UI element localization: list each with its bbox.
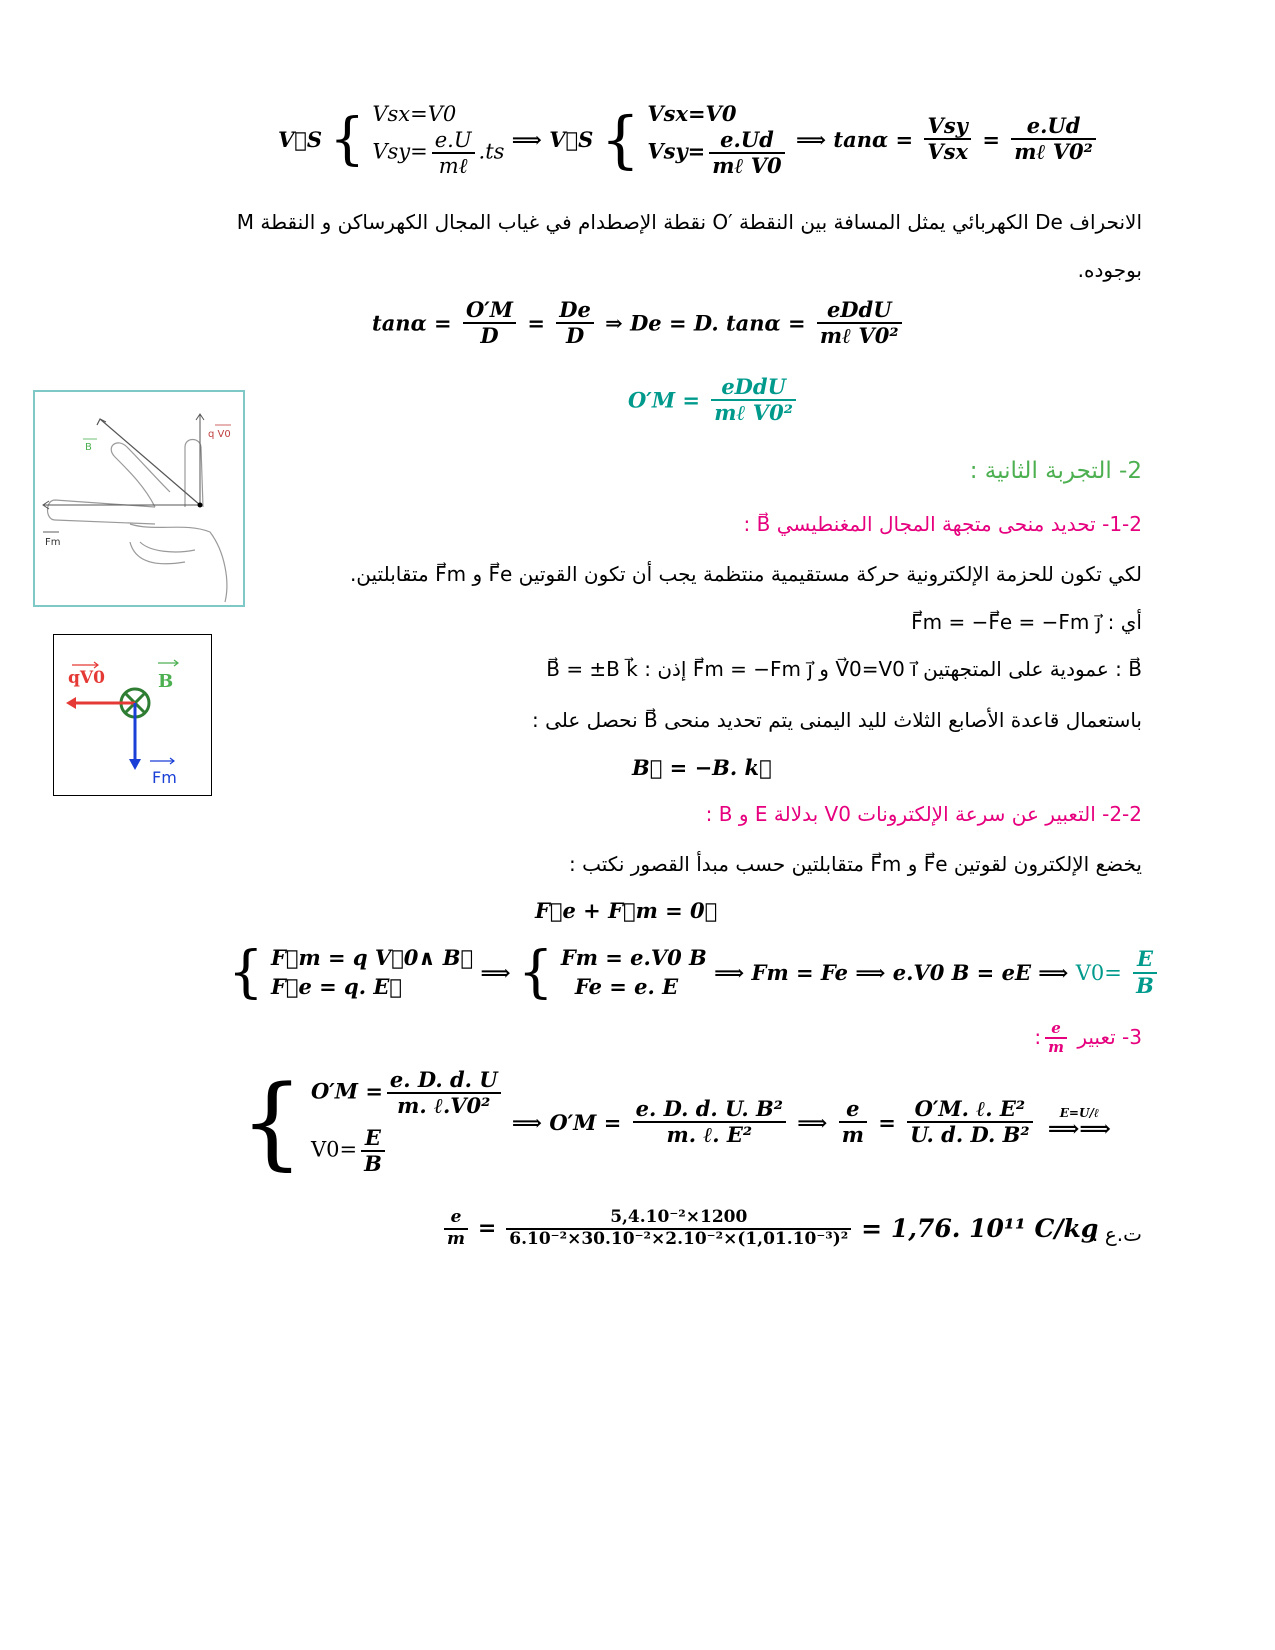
hand-drawing: [35, 392, 243, 605]
vsx-line-2: Vsx=V0: [647, 101, 737, 126]
paragraph-deviation-line2: بوجوده.: [1077, 258, 1142, 282]
vs-label: V⃗S: [278, 126, 323, 152]
vsx-den: Vsx: [927, 139, 969, 165]
tan-lhs: tanα =: [833, 126, 914, 152]
sys1a: F⃗m = q V⃗0∧ B⃗: [270, 945, 474, 971]
r2-eq: =: [878, 1109, 896, 1135]
r2-e: e: [839, 1097, 867, 1123]
right-hand-figure: [33, 390, 245, 607]
sysb-lhs: V0=: [310, 1137, 358, 1162]
eq2-n2: De: [556, 298, 594, 324]
p21-line1: لكي تكون للحزمة الإلكترونية حركة مستقيمية منتظمة يجب أن تكون القوتين F⃗e و F⃗m متقابلتين.: [349, 562, 1142, 586]
sysa-num: e. D. d. U: [387, 1068, 501, 1094]
sysb-den: B: [364, 1151, 382, 1177]
ts: .ts: [478, 139, 505, 164]
force-system: { F⃗m = q V⃗0∧ B⃗ F⃗e = q. E⃗ ⟹ { Fm = e.V0 B Fe = e. E ⟹ Fm = Fe ⟹ e.V0 B = eE ⟹ V0= $\frac{E}{B}$: [228, 940, 1161, 1005]
eq3-lhs: O′M =: [628, 387, 700, 413]
fig2-b-label: B: [158, 671, 174, 692]
eq2-d1: D: [480, 323, 499, 349]
s3-e: e: [1045, 1020, 1067, 1039]
vector-drawing: [54, 635, 211, 795]
eq2-mid: ⇒ De = D. tanα =: [605, 310, 806, 336]
subsection-2-1-title: 1-2- تحديد منحى متجهة المجال المغنطيسي B⃗ :: [743, 512, 1142, 536]
v0-label: V0=: [1075, 961, 1122, 985]
eq2-d2: D: [565, 323, 585, 349]
eq3-den: mℓ V0²: [714, 400, 793, 426]
mlv02-den: mℓ V0²: [1014, 139, 1093, 165]
eq3-num: eDdU: [711, 375, 796, 401]
b-result: B⃗ = −B. k⃗: [632, 755, 772, 780]
fig2-qv0-label: qV0: [68, 668, 105, 688]
r2-den: U. d. D. B²: [910, 1122, 1030, 1148]
s3-m: m: [1048, 1038, 1064, 1057]
vsy-lhs: Vsy=: [372, 139, 428, 164]
fig2-fm-label: Fm: [152, 768, 177, 787]
long-implies-arrow: ⟹⟹: [1047, 1115, 1111, 1142]
p22-line1: يخضع الإلكترون لقوتين F⃗e و F⃗m متقابلتين حسب مبدأ القصور نكتب :: [569, 852, 1142, 876]
v0-b: B: [1136, 972, 1154, 998]
num-e: e: [444, 1208, 468, 1230]
section-3-title: [1034, 1020, 1142, 1057]
force-sum: F⃗e + F⃗m = 0⃗: [535, 898, 718, 923]
fig1-fm-label: Fm: [45, 537, 61, 548]
num-den: 6.10⁻²×30.10⁻²×2.10⁻²×(1,01.10⁻³)²: [509, 1228, 849, 1249]
r2-num: O′M. ℓ. E²: [907, 1097, 1032, 1123]
num-result: = 1,76. 10¹¹ C/kg: [861, 1214, 1099, 1244]
s3-title-text: 3- تعبير: [1077, 1024, 1142, 1049]
sysa-den: m. ℓ.V0²: [397, 1093, 491, 1119]
tan-equation: tanα = $\frac{O'M}{D}$ = $\frac{De}{D}$ ⇒ De = D. tanα = $\frac{\text{eDdU}}{\text{mℓ V0²}}$: [372, 298, 906, 348]
arrow-label: E=U/ℓ: [1059, 1105, 1099, 1120]
eq2-n1: O′M: [463, 298, 516, 324]
numeric-label: ت.ع :: [1091, 1222, 1142, 1246]
eud-num: e.Ud: [709, 128, 784, 154]
implies-2: ⟹: [795, 126, 827, 152]
fig1-b-label: B: [85, 442, 92, 453]
numeric-equation: $\frac{e}{m}$ = $\frac{\text{5,4.10⁻²×1200}}{\text{6.10⁻²×30.10⁻²×2.10⁻²×(1,01.10⁻³)²}}$ = 1,76. 10¹¹ C/kg: [440, 1208, 1098, 1249]
r2-lhs: ⟹: [797, 1109, 828, 1135]
paragraph-deviation-line1: الانحراف De الكهربائي يمثل المسافة بين النقطة ′O نقطة الإصطدام في غياب المجال الكهرساكن و النقطة M: [236, 210, 1142, 234]
vsx-line: Vsx=V0: [372, 102, 457, 126]
r1-den: m. ℓ. E²: [666, 1122, 753, 1148]
subsection-2-2-title: 2-2- التعبير عن سرعة الإلكترونات V0 بدلالة E و B :: [705, 802, 1142, 826]
section-2-title: 2- التجربة الثانية :: [969, 458, 1142, 484]
vsy-num: Vsy: [924, 114, 971, 140]
sysb-num: E: [361, 1126, 385, 1152]
force-chain: ⟹ Fm = Fe ⟹ e.V0 B = eE ⟹: [714, 960, 1069, 985]
r1-lhs: ⟹ O′M =: [511, 1109, 622, 1135]
sys1b: F⃗e = q. E⃗: [270, 973, 402, 999]
eq2-lhs: tanα =: [372, 310, 452, 336]
eud2-num: e.Ud: [1011, 114, 1096, 140]
num-num: 5,4.10⁻²×1200: [506, 1208, 851, 1230]
vs-label-2: V⃗S: [549, 126, 594, 152]
mlv0-den: mℓ V0: [712, 153, 782, 179]
r2-m: m: [841, 1122, 864, 1148]
vector-figure: [53, 634, 212, 796]
ml-den: mℓ: [438, 154, 468, 179]
p21-line2: أي : F⃗m = −F⃗e = −Fm j⃗: [911, 610, 1142, 634]
fig1-qv0-label: q V0: [208, 429, 231, 440]
eq2-n3: eDdU: [817, 298, 902, 324]
velocity-equation: V⃗S { Vsx=V0 Vsy= $\frac{e.U}{\text{mℓ}}$ .ts ⟹ V⃗S { Vsx=V0 Vsy= $\frac{e.Ud}{\text{mℓ V0}}$ ⟹ tanα = $\frac{\text{Vsy}}{\text{Vsx}}$ = $\frac{e.Ud}{\text{mℓ V0²}}$: [278, 100, 1100, 179]
om-equation: [628, 375, 800, 425]
sysa-lhs: O′M =: [310, 1078, 383, 1104]
p21-line3: B⃗ : عمودية على المتجهتين V⃗0=V0 i⃗ و F⃗m = −Fm j⃗ إذن : B⃗ = ±B k⃗: [546, 657, 1142, 681]
eq2-d3: mℓ V0²: [819, 323, 899, 349]
r1-num: e. D. d. U. B²: [633, 1097, 786, 1123]
v0-e: E: [1133, 947, 1157, 973]
num-m: m: [447, 1228, 465, 1249]
sys2b: Fe = e. E: [574, 973, 679, 999]
origin-dot: [198, 503, 203, 508]
sys2a: Fm = e.V0 B: [560, 945, 707, 971]
implies-1: ⟹: [511, 126, 542, 152]
em-derivation: { O′M = $\frac{e. D. d. U}{\text{m. ℓ.V0²}}$ V0= $\frac{E}{B}$ ⟹ O′M = $\frac{\text{e. D. d. U. B²}}{\text{m. ℓ. E²}}$ ⟹ $\frac{e}{m}$ = $\frac{\text{O′M. ℓ. E²}}{\text{U. d. D. B²}}$ E=U/ℓ ⟹⟹: [240, 1063, 1111, 1181]
s3-colon: :: [1034, 1024, 1042, 1049]
eu-num: e.U: [432, 128, 475, 154]
p21-line4: باستعمال قاعدة الأصابع الثلاث لليد اليمنى يتم تحديد منحى B⃗ نحصل على :: [532, 708, 1142, 732]
vsy-lhs-2: Vsy=: [647, 138, 706, 164]
